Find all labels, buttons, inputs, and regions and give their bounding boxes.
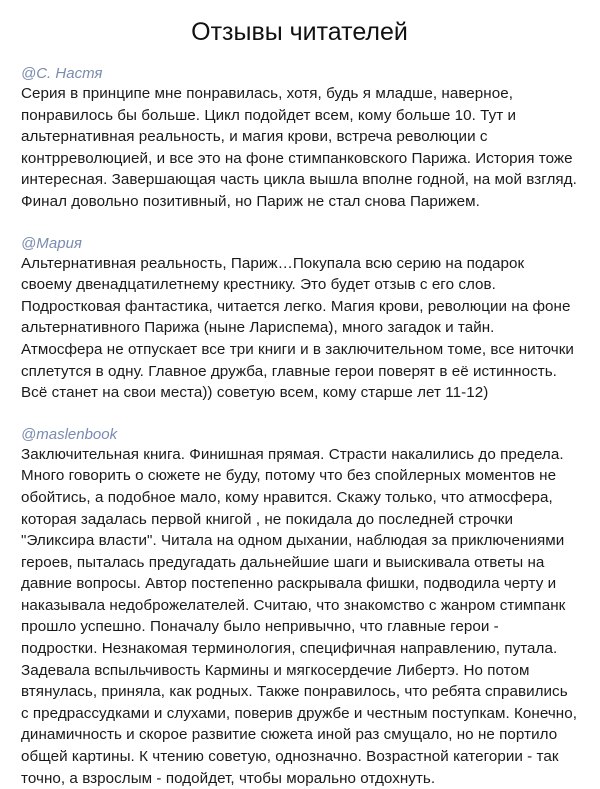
- review-text: Подростковая фантастика, читается легко. Магия крови, революции на фоне альтернативного Парижа (ныне Лариспема), много загадок и тайн. Атмосфера не отпускает все три книги и в заключительном томе, все ниточки сплетутся в одну. Главное дружба, главные герои поверят в её истинность. Всё станет на свои места)) советую всем, кому старше лет 11-12): [21, 297, 574, 402]
- review-item: [21, 234, 578, 404]
- reviews-list: [21, 64, 578, 789]
- review-text: Альтернативная реальность, Париж…Покупала всю серию на подарок своему двенадцатилетнему крестнику. Это будет отзыв с его слов.: [21, 254, 525, 294]
- review-text: Заключительная книга. Финишная прямая. Страсти накалились до предела. Много говорить о сюжете не буду, потому что без спойлерных моментов не обойтись, а подобное мало, кому нравится. Скажу только, что атмосфера, которая задалась первой книгой , не покидала до последней строчки "Эликсира власти". Читала на одном дыхании, наблюдая за приключениями героев, пыталась предугадать дальнейшие шаги и выискивала ответы на давние вопросы. Автор постепенно раскрывала фишки, подводила черту и наказывала недоброжелателей. Считаю, что знакомство с жанром стимпанк прошло успешно. Поначалу было непривычно, что главные герои - подростки. Незнакомая терминология, специфичная направлению, путала. Задевала вспыльчивость Кармины и мягкосердечие Либертэ. Но потом втянулась, приняла, как родных. Также понравилось, что ребята справились с предрассудками и слухами, поверив дружбе и честным поступкам. Конечно, динамичность и скорое развитие сюжета иной раз смущало, но не портило общей картины. К чтению советую, однозначно. Возрастной категории - так точно, а взрослым - подойдет, чтобы морально отдохнуть.: [21, 445, 577, 787]
- review-item: [21, 425, 578, 789]
- review-author: @С. Настя: [21, 65, 103, 82]
- review-text: Серия в принципе мне понравилась, хотя, будь я младше, наверное, понравилось бы больше. Цикл подойдет всем, кому больше 10. Тут и альтернативная реальность, и магия крови, встреча революции с контрреволюцией, и все это на фоне стимпанковского Парижа. История тоже интересная. Завершающая часть цикла вышла вполне годной, на мой взгляд. Финал довольно позитивный, но Париж не стал снова Парижем.: [21, 85, 577, 210]
- review-author: @Мария: [21, 234, 82, 252]
- page-title: Отзывы читателей: [191, 18, 408, 46]
- review-item: [21, 64, 578, 213]
- review-author: @maslenbook: [21, 425, 118, 443]
